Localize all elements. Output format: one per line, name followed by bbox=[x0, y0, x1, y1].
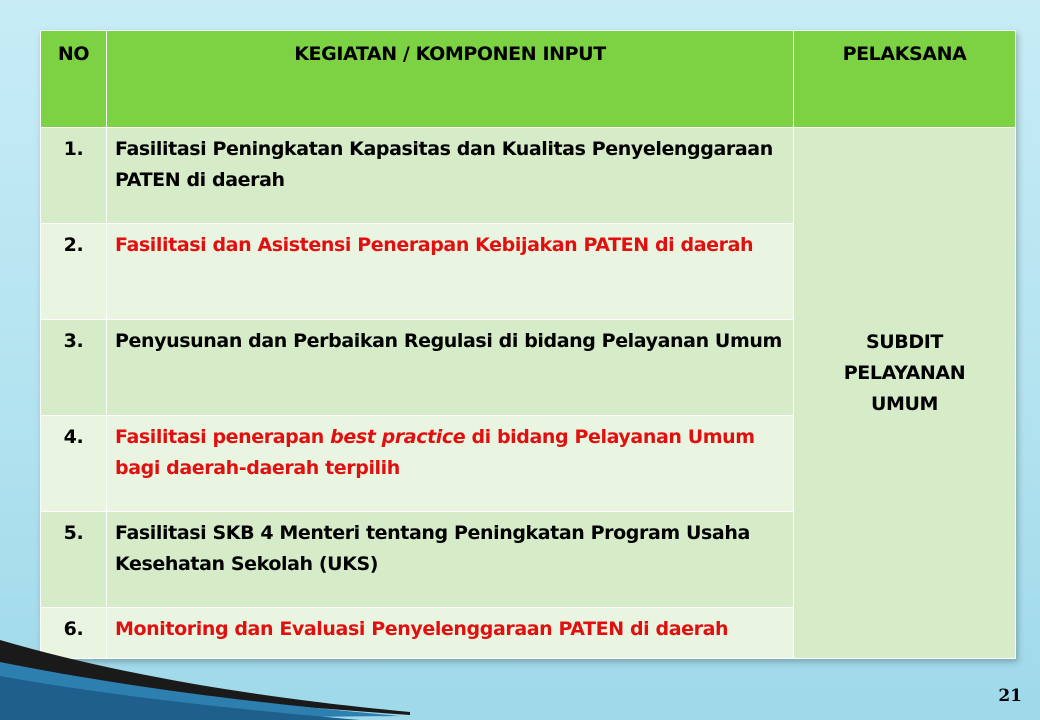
row-number: 6. bbox=[41, 608, 107, 659]
row-number: 4. bbox=[41, 416, 107, 512]
activity-text-part: Fasilitasi SKB 4 Menteri tentang Peningkatan Program Usaha Kesehatan Sekolah (UKS) bbox=[115, 522, 750, 575]
header-kegiatan: KEGIATAN / KOMPONEN INPUT bbox=[107, 31, 794, 128]
decorative-swoosh bbox=[0, 580, 420, 720]
activity-table bbox=[40, 30, 1016, 659]
header-pelaksana: PELAKSANA bbox=[794, 31, 1016, 128]
activity-text bbox=[107, 224, 794, 320]
activity-text-part: di bidang Pelayanan Umum bagi daerah-daerah terpilih bbox=[115, 426, 755, 479]
row-number: 5. bbox=[41, 512, 107, 608]
row-number: 2. bbox=[41, 224, 107, 320]
activity-text bbox=[107, 128, 794, 224]
page-number: 21 bbox=[998, 686, 1022, 706]
activity-text bbox=[107, 320, 794, 416]
pelaksana-line: UMUM bbox=[870, 392, 939, 415]
pelaksana-cell bbox=[794, 128, 1016, 659]
row-number: 3. bbox=[41, 320, 107, 416]
row-number: 1. bbox=[41, 128, 107, 224]
activity-text-italic: best practice bbox=[330, 426, 466, 448]
activity-text-part: Fasilitasi Peningkatan Kapasitas dan Kualitas Penyelenggaraan PATEN di daerah bbox=[115, 138, 773, 191]
table-header-row bbox=[41, 31, 1016, 128]
activity-text bbox=[107, 416, 794, 512]
activity-text-part: Fasilitasi dan Asistensi Penerapan Kebijakan PATEN di daerah bbox=[115, 234, 754, 256]
pelaksana-line: PELAYANAN bbox=[843, 361, 966, 384]
pelaksana-line: SUBDIT bbox=[866, 330, 943, 353]
activity-text-part: Fasilitasi penerapan bbox=[115, 426, 331, 448]
activity-text-part: Monitoring dan Evaluasi Penyelenggaraan PATEN di daerah bbox=[115, 618, 729, 640]
activity-text-part: Penyusunan dan Perbaikan Regulasi di bidang Pelayanan Umum bbox=[115, 330, 782, 352]
table-row bbox=[41, 128, 1016, 224]
header-no: NO bbox=[41, 31, 107, 128]
